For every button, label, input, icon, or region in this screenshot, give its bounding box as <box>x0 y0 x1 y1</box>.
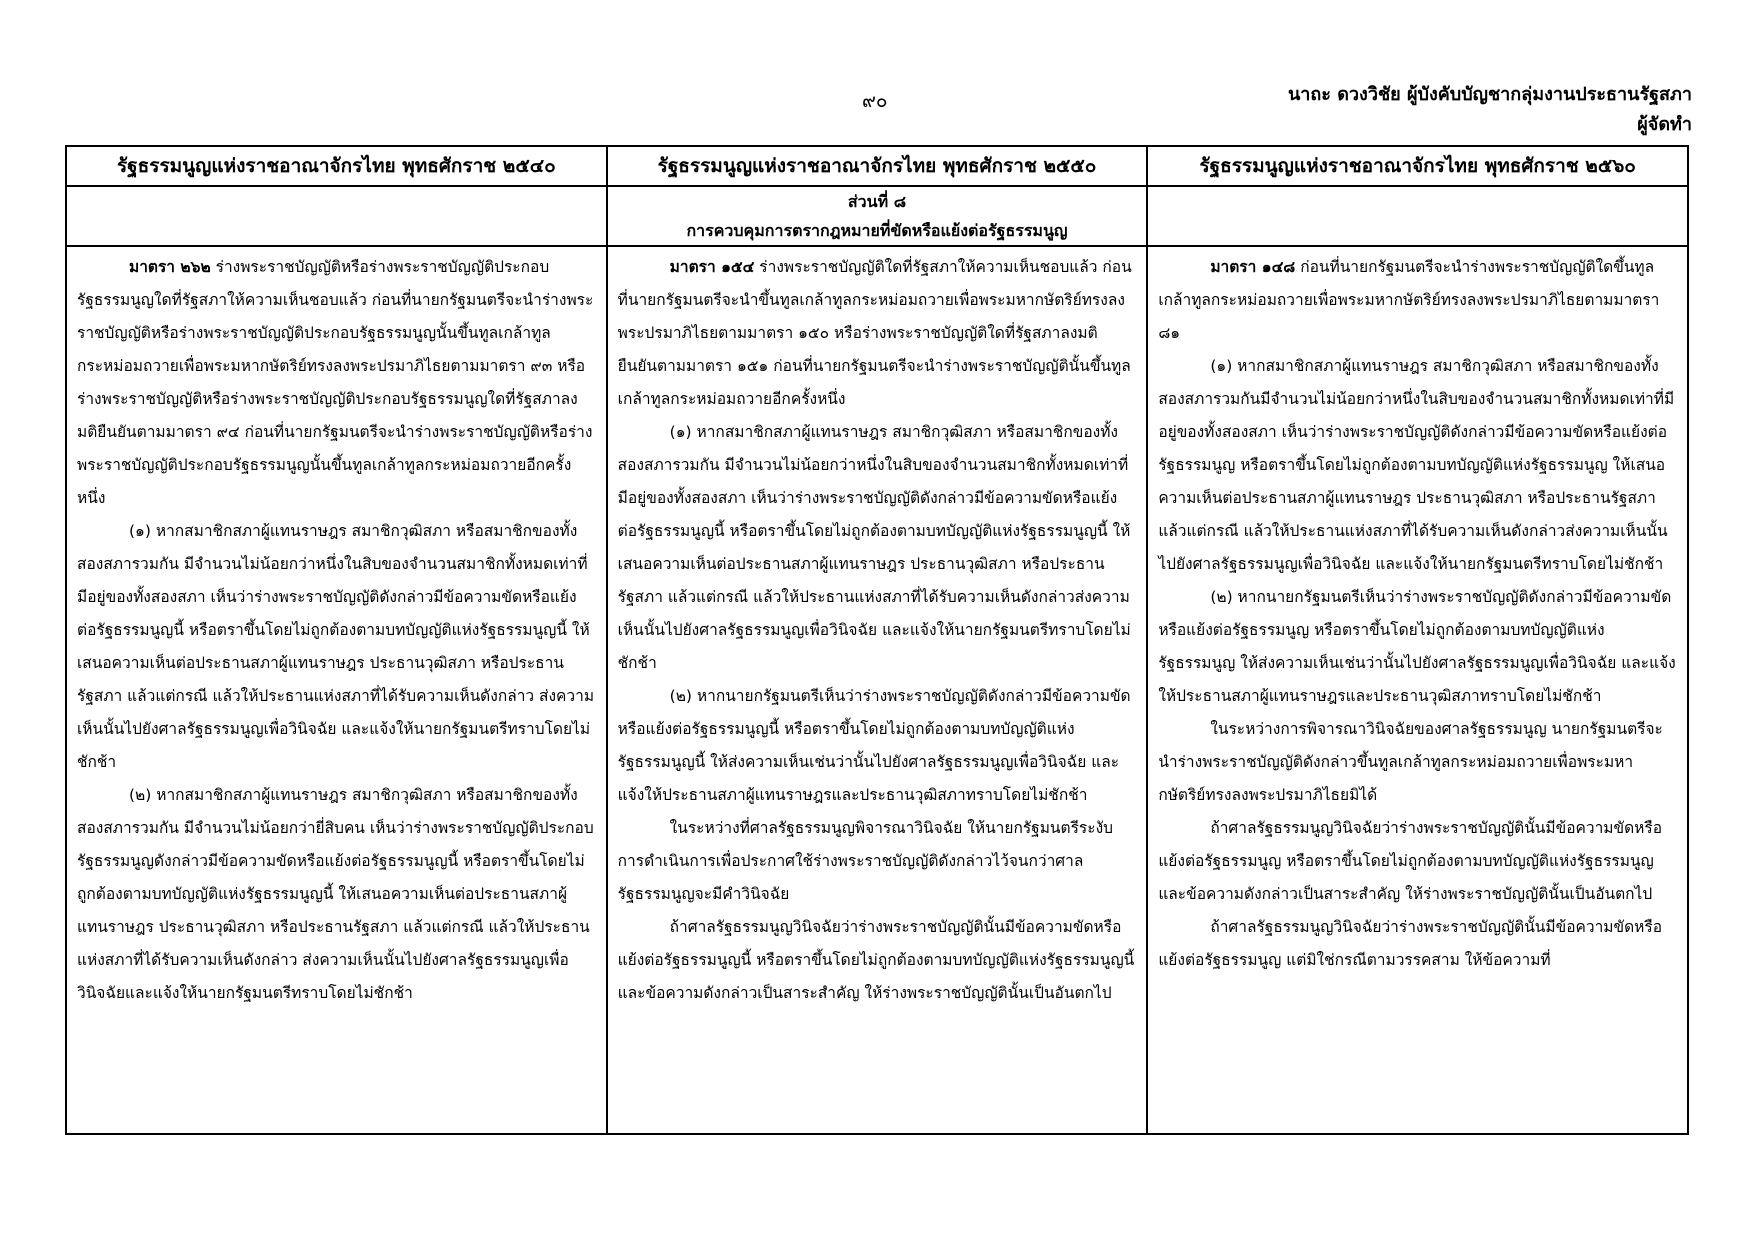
paragraph <box>1158 911 1677 977</box>
section-cell-2560 <box>1147 186 1688 246</box>
page-number: ๙๐ <box>862 90 888 112</box>
body-cell-2550 <box>607 246 1148 1134</box>
paragraph <box>618 416 1137 680</box>
paragraph <box>77 251 596 515</box>
section-title: การควบคุมการตรากฎหมายที่ขัดหรือแย้งต่อรัฐธรรมนูญ <box>686 221 1068 240</box>
author-block <box>1288 80 1692 140</box>
paragraph-text: ถ้าศาลรัฐธรรมนูญวินิจฉัยว่าร่างพระราชบัญญัตินั้นมีข้อความขัดหรือแย้งต่อรัฐธรรมนูญ หรือตราขึ้นโดยไม่ถูกต้องตามบทบัญญัติแห่งรัฐธรรมนูญ และข้อความดังกล่าวเป็นสาระสำคัญ ให้ร่างพระราชบัญญัตินั้นเป็นอันตกไป <box>1158 819 1663 903</box>
section-cell-2550 <box>607 186 1148 246</box>
author-line-2: ผู้จัดทำ <box>1637 114 1692 135</box>
paragraph <box>1158 251 1677 350</box>
paragraph <box>1158 581 1677 713</box>
paragraph <box>618 812 1137 911</box>
paragraph-text: ถ้าศาลรัฐธรรมนูญวินิจฉัยว่าร่างพระราชบัญญัตินั้นมีข้อความขัดหรือแย้งต่อรัฐธรรมนูญ แต่มิใช่กรณีตามวรรคสาม ให้ข้อความที่ <box>1158 918 1663 969</box>
section-number: ส่วนที่ ๘ <box>847 192 907 211</box>
paragraph <box>77 779 596 1010</box>
paragraph <box>1158 812 1677 911</box>
section-heading: มาตรา ๑๔๘ <box>1210 258 1296 276</box>
column-header-2540: รัฐธรรมนูญแห่งราชอาณาจักรไทย พุทธศักราช ๒๕๔๐ <box>66 146 607 186</box>
paragraph-text: (๑) หากสมาชิกสภาผู้แทนราษฎร สมาชิกวุฒิสภา หรือสมาชิกของทั้งสองสภารวมกัน มีจำนวนไม่น้อยกว่าหนึ่งในสิบของจำนวนสมาชิกทั้งหมดเท่าที่มีอยู่ของทั้งสองสภา เห็นว่าร่างพระราชบัญญัติดังกล่าวมีข้อความขัดหรือแย้งต่อรัฐธรรมนูญนี้ หรือตราขึ้นโดยไม่ถูกต้องตามบทบัญญัติแห่งรัฐธรรมนูญนี้ ให้เสนอความเห็นต่อประธานสภาผู้แทนราษฎร ประธานวุฒิสภา หรือประธานรัฐสภา แล้วแต่กรณี แล้วให้ประธานแห่งสภาที่ได้รับความเห็นดังกล่าว ส่งความเห็นนั้นไปยังศาลรัฐธรรมนูญเพื่อวินิจฉัย และแจ้งให้นายกรัฐมนตรีทราบโดยไม่ชักช้า <box>77 522 595 771</box>
section-heading: มาตรา ๑๕๔ <box>669 258 755 276</box>
paragraph-text: (๑) หากสมาชิกสภาผู้แทนราษฎร สมาชิกวุฒิสภา หรือสมาชิกของทั้งสองสภารวมกันมีจำนวนไม่น้อยกว่าหนึ่งในสิบของจำนวนสมาชิกทั้งหมดเท่าที่มีอยู่ของทั้งสองสภา เห็นว่าร่างพระราชบัญญัติดังกล่าวมีข้อความขัดหรือแย้งต่อรัฐธรรมนูญ หรือตราขึ้นโดยไม่ถูกต้องตามบทบัญญัติแห่งรัฐธรรมนูญ ให้เสนอความเห็นต่อประธานสภาผู้แทนราษฎร ประธานวุฒิสภา หรือประธานรัฐสภา แล้วแต่กรณี แล้วให้ประธานแห่งสภาที่ได้รับความเห็นดังกล่าวส่งความเห็นนั้นไปยังศาลรัฐธรรมนูญเพื่อวินิจฉัย และแจ้งให้นายกรัฐมนตรีทราบโดยไม่ชักช้า <box>1158 357 1675 573</box>
body-row <box>66 246 1688 1134</box>
paragraph <box>617 911 1140 1010</box>
paragraph-text: ในระหว่างที่ศาลรัฐธรรมนูญพิจารณาวินิจฉัย ให้นายกรัฐมนตรีระงับการดำเนินการเพื่อประกาศใช้ร่างพระราชบัญญัติดังกล่าวไว้จนกว่าศาลรัฐธรรมนูญจะมีคำวินิจฉัย <box>617 819 1113 903</box>
section-row <box>66 186 1688 246</box>
paragraph-text: ร่างพระราชบัญญัติใดที่รัฐสภาให้ความเห็นชอบแล้ว ก่อนที่นายกรัฐมนตรีจะนำขึ้นทูลเกล้าทูลกระหม่อมถวายเพื่อพระมหากษัตริย์ทรงลงพระปรมาภิไธยตามมาตรา ๑๕๐ หรือร่างพระราชบัญญัติใดที่รัฐสภาลงมติยืนยันตามมาตรา ๑๕๑ ก่อนที่นายกรัฐมนตรีจะนำร่างพระราชบัญญัตินั้นขึ้นทูลเกล้าทูลกระหม่อมถวายอีกครั้งหนึ่ง <box>617 258 1132 408</box>
section-heading: มาตรา ๒๖๒ <box>129 258 211 276</box>
paragraph <box>618 680 1137 812</box>
column-header-2550: รัฐธรรมนูญแห่งราชอาณาจักรไทย พุทธศักราช ๒๕๕๐ <box>607 146 1148 186</box>
column-header-2560: รัฐธรรมนูญแห่งราชอาณาจักรไทย พุทธศักราช ๒๕๖๐ <box>1147 146 1688 186</box>
body-cell-2560 <box>1147 246 1688 1134</box>
body-cell-2540 <box>66 246 607 1134</box>
section-cell-2540 <box>66 186 607 246</box>
author-line-1: นาถะ ดวงวิชัย ผู้บังคับบัญชากลุ่มงานประธานรัฐสภา <box>1288 84 1692 105</box>
paragraph-text: (๑) หากสมาชิกสภาผู้แทนราษฎร สมาชิกวุฒิสภา หรือสมาชิกของทั้งสองสภารวมกัน มีจำนวนไม่น้อยกว่าหนึ่งในสิบของจำนวนสมาชิกทั้งหมดเท่าที่มีอยู่ของทั้งสองสภา เห็นว่าร่างพระราชบัญญัติดังกล่าวมีข้อความขัดหรือแย้งต่อรัฐธรรมนูญนี้ หรือตราขึ้นโดยไม่ถูกต้องตามบทบัญญัติแห่งรัฐธรรมนูญนี้ ให้เสนอความเห็นต่อประธานสภาผู้แทนราษฎร ประธานวุฒิสภา หรือประธานรัฐสภา แล้วแต่กรณี แล้วให้ประธานแห่งสภาที่ได้รับความเห็นดังกล่าวส่งความเห็นนั้นไปยังศาลรัฐธรรมนูญเพื่อวินิจฉัย และแจ้งให้นายกรัฐมนตรีทราบโดยไม่ชักช้า <box>617 423 1131 672</box>
paragraph-text: ร่างพระราชบัญญัติหรือร่างพระราชบัญญัติประกอบรัฐธรรมนูญใดที่รัฐสภาให้ความเห็นชอบแล้ว ก่อนที่นายกรัฐมนตรีจะนำร่างพระราชบัญญัติหรือร่างพระราชบัญญัติประกอบรัฐธรรมนูญนั้นขึ้นทูลเกล้าทูลกระหม่อมถวายเพื่อพระมหากษัตริย์ทรงลงพระปรมาภิไธยตามมาตรา ๙๓ หรือร่างพระราชบัญญัติหรือร่างพระราชบัญญัติประกอบรัฐธรรมนูญใดที่รัฐสภาลงมติยืนยันตามมาตรา ๙๔ ก่อนที่นายกรัฐมนตรีจะนำร่างพระราชบัญญัติหรือร่างพระราชบัญญัติประกอบรัฐธรรมนูญนั้นขึ้นทูลเกล้าทูลกระหม่อมถวายอีกครั้งหนึ่ง <box>77 258 594 507</box>
paragraph <box>1158 713 1677 812</box>
paragraph <box>618 251 1137 416</box>
paragraph-text: (๒) หากสมาชิกสภาผู้แทนราษฎร สมาชิกวุฒิสภา หรือสมาชิกของทั้งสองสภารวมกัน มีจำนวนไม่น้อยกว่ายี่สิบคน เห็นว่าร่างพระราชบัญญัติประกอบรัฐธรรมนูญดังกล่าวมีข้อความขัดหรือแย้งต่อรัฐธรรมนูญนี้ หรือตราขึ้นโดยไม่ถูกต้องตามบทบัญญัติแห่งรัฐธรรมนูญนี้ ให้เสนอความเห็นต่อประธานสภาผู้แทนราษฎร ประธานวุฒิสภา หรือประธานรัฐสภา แล้วแต่กรณี แล้วให้ประธานแห่งสภาที่ได้รับความเห็นดังกล่าว ส่งความเห็นนั้นไปยังศาลรัฐธรรมนูญเพื่อวินิจฉัยและแจ้งให้นายกรัฐมนตรีทราบโดยไม่ชักช้า <box>77 786 594 1002</box>
comparison-table <box>65 145 1689 1135</box>
column-header-row <box>66 146 1688 186</box>
paragraph-text: ก่อนที่นายกรัฐมนตรีจะนำร่างพระราชบัญญัติใดขึ้นทูลเกล้าทูลกระหม่อมถวายเพื่อพระมหากษัตริย์ทรงลงพระปรมาภิไธยตามมาตรา ๘๑ <box>1158 258 1665 342</box>
paragraph <box>77 515 596 779</box>
paragraph <box>1158 350 1677 581</box>
paragraph-text: (๒) หากนายกรัฐมนตรีเห็นว่าร่างพระราชบัญญัติดังกล่าวมีข้อความขัดหรือแย้งต่อรัฐธรรมนูญนี้ หรือตราขึ้นโดยไม่ถูกต้องตามบทบัญญัติแห่งรัฐธรรมนูญนี้ ให้ส่งความเห็นเช่นว่านั้นไปยังศาลรัฐธรรมนูญเพื่อวินิจฉัย และแจ้งให้ประธานสภาผู้แทนราษฎรและประธานวุฒิสภาทราบโดยไม่ชักช้า <box>617 687 1131 804</box>
paragraph-text: (๒) หากนายกรัฐมนตรีเห็นว่าร่างพระราชบัญญัติดังกล่าวมีข้อความขัดหรือแย้งต่อรัฐธรรมนูญ หรือตราขึ้นโดยไม่ถูกต้องตามบทบัญญัติแห่งรัฐธรรมนูญ ให้ส่งความเห็นเช่นว่านั้นไปยังศาลรัฐธรรมนูญเพื่อวินิจฉัย และแจ้งให้ประธานสภาผู้แทนราษฎรและประธานวุฒิสภาทราบโดยไม่ชักช้า <box>1158 588 1676 705</box>
paragraph-text: ถ้าศาลรัฐธรรมนูญวินิจฉัยว่าร่างพระราชบัญญัตินั้นมีข้อความขัดหรือแย้งต่อรัฐธรรมนูญนี้ หรือตราขึ้นโดยไม่ถูกต้องตามบทบัญญัติแห่งรัฐธรรมนูญนี้ และข้อความดังกล่าวเป็นสาระสำคัญ ให้ร่างพระราชบัญญัตินั้นเป็นอันตกไป <box>617 918 1140 1002</box>
paragraph-text: ในระหว่างการพิจารณาวินิจฉัยของศาลรัฐธรรมนูญ นายกรัฐมนตรีจะนำร่างพระราชบัญญัติดังกล่าวขึ้นทูลเกล้าทูลกระหม่อมถวายเพื่อพระมหากษัตริย์ทรงลงพระปรมาภิไธยมิได้ <box>1158 720 1663 804</box>
